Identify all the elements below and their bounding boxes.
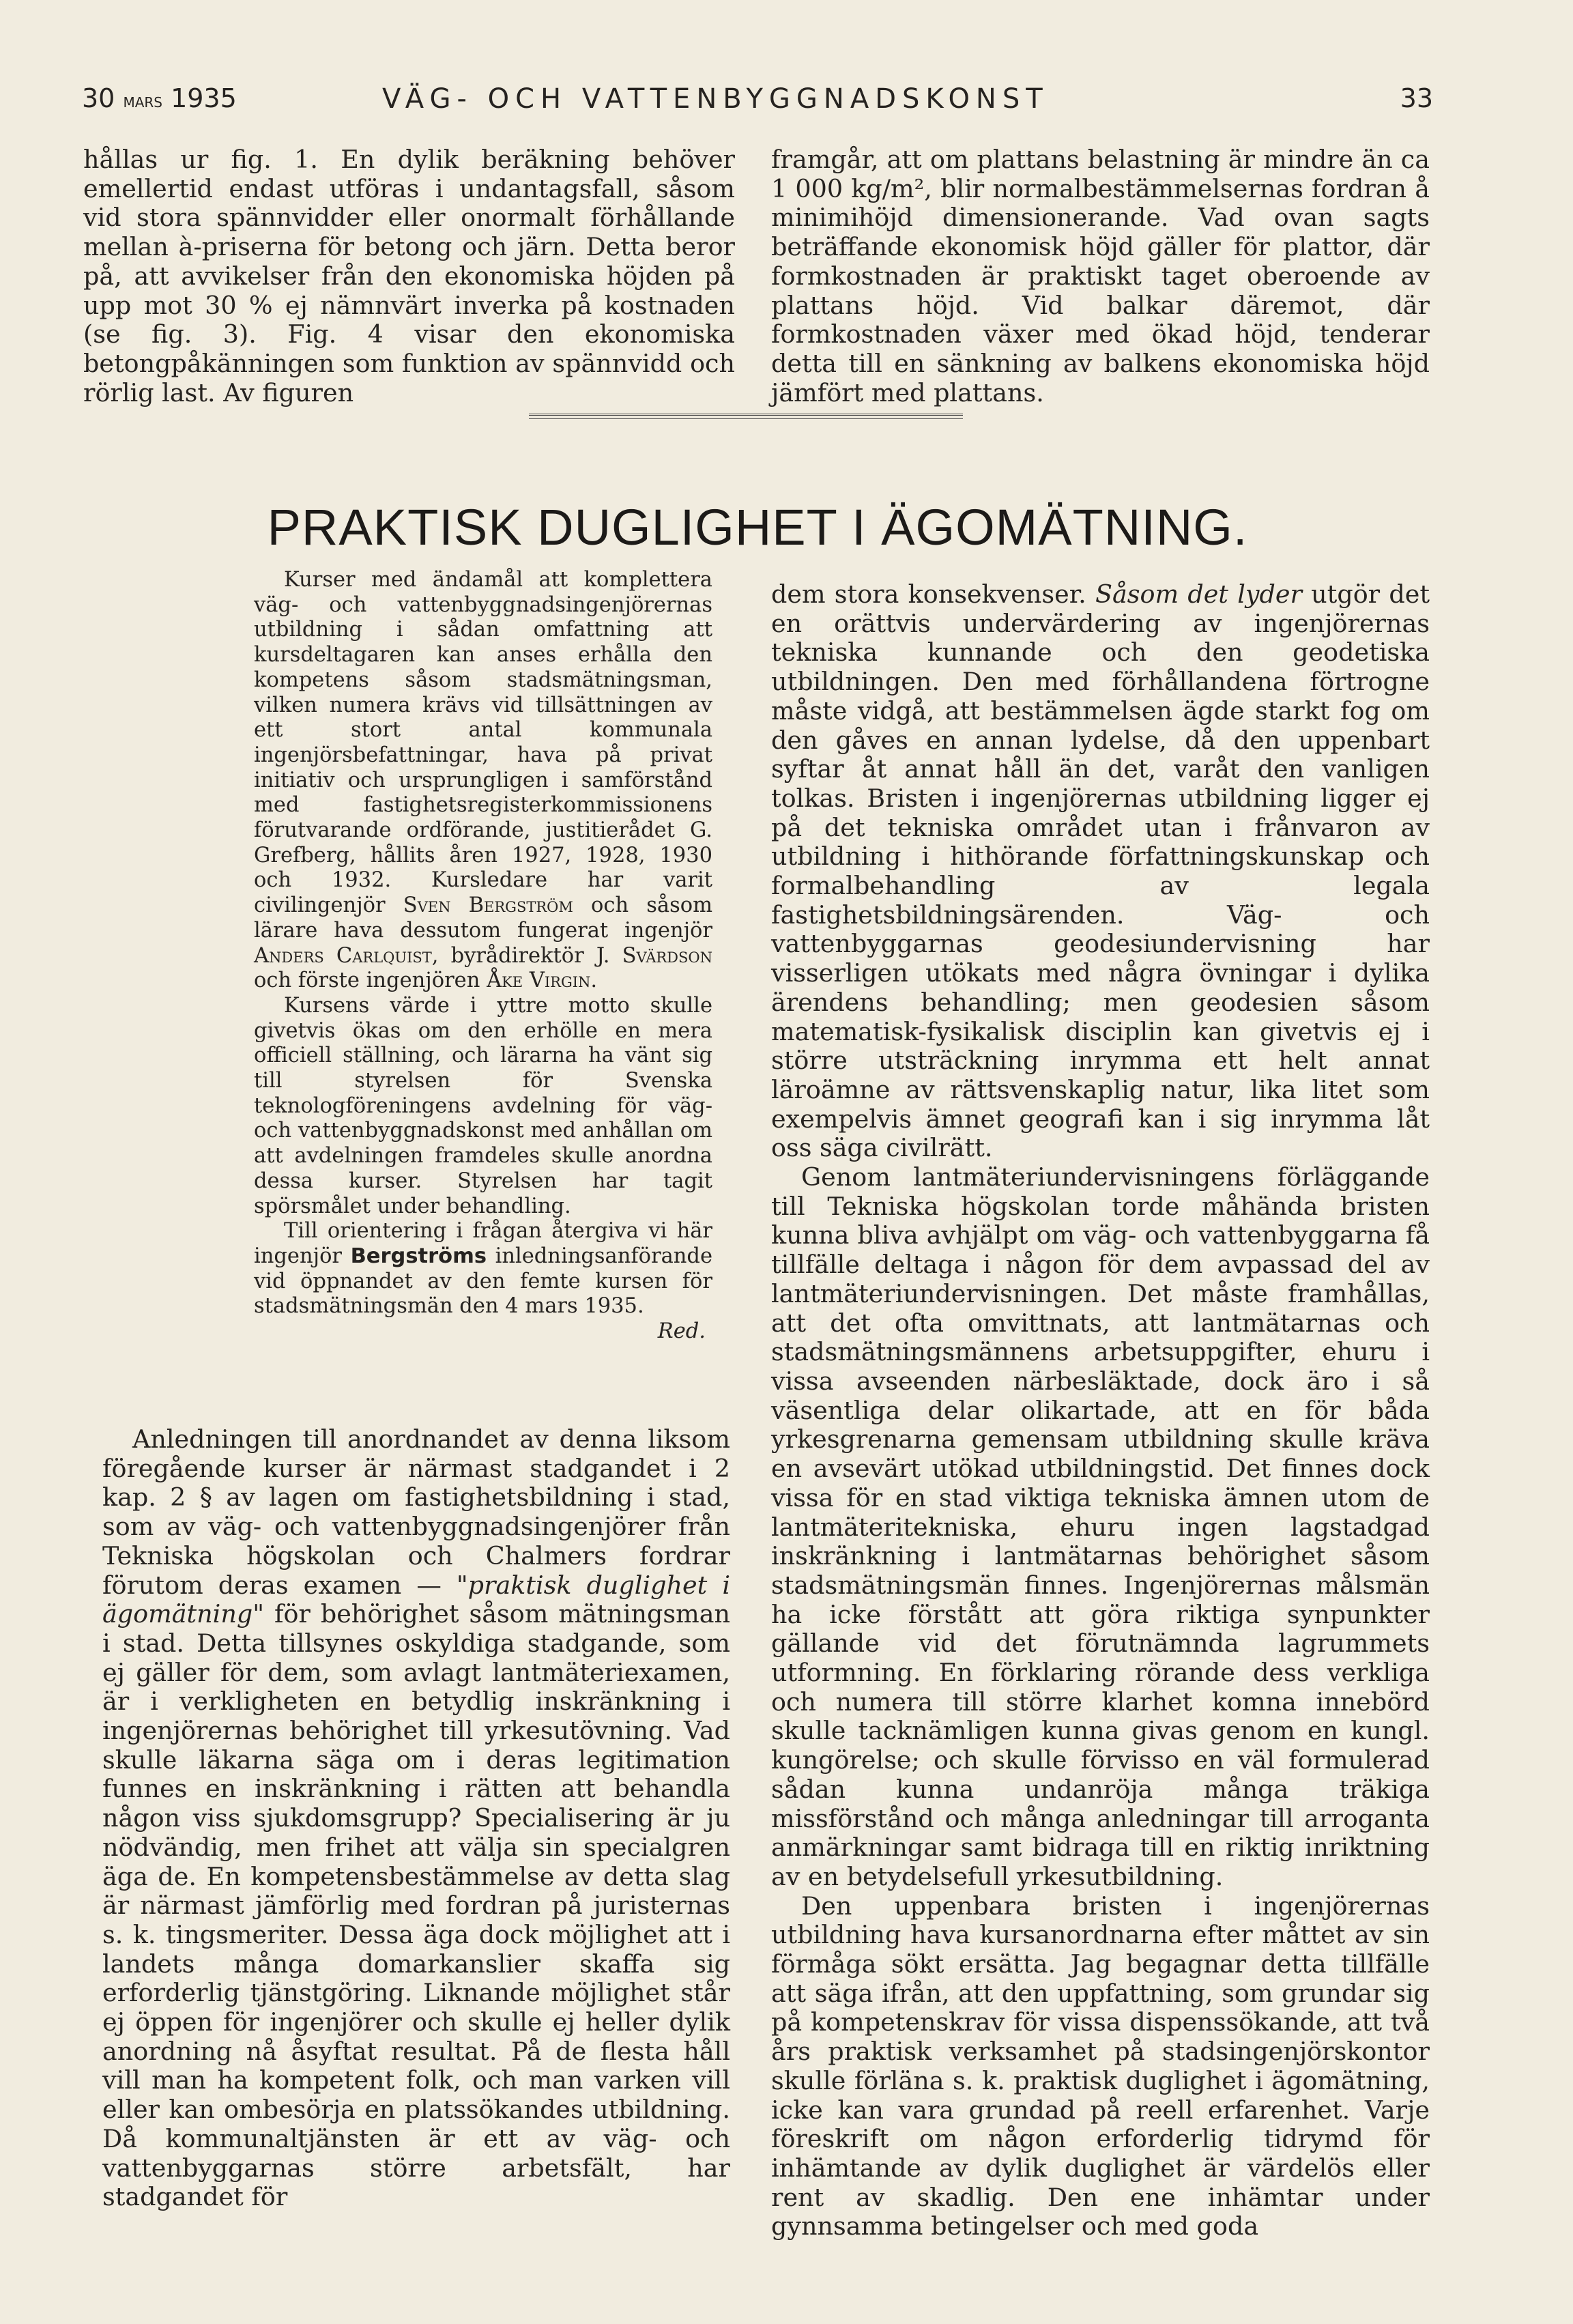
person-name: Sven Bergström [403, 893, 573, 918]
intro-paragraph: Kurser med ändamål att komplettera väg- och vattenbyggnadsingenjörernas utbildning i sådan omfattning att kursdeltagaren kan anses erhålla den kompetens såsom stadsmätningsman, vilken numera krävs vid tillsättningen av ett stort antal kommunala ingenjörsbefattningar, hava på privat initiativ och ursprungligen i samförstånd med fastighetsregisterkommissionens förutvarande ordförande, justitierådet G. Grefberg, hållits åren 1927, 1928, 1930 och 1932. Kursledare har varit civilingenjör Sven Bergström och såsom lärare hava dessutom fungerat ingenjör Anders Carlquist, byrådirektör J. Svärdson och förste ingenjören Åke Virgin. [254, 568, 713, 993]
intro-paragraph: Till orientering i frågan återgiva vi här ingenjör Bergströms inledningsanförande vid öppnandet av den femte kursen för stadsmätningsmän den 4 mars 1935. [254, 1219, 712, 1319]
paragraph: hållas ur fig. 1. En dylik beräkning behöver emellertid endast utföras i undantagsfall, såsom vid stora spännvidder eller onormalt förhållande mellan à-priserna för betong och järn. Detta beror på, att avvikelser från den ekonomiska höjden på upp mot 30 % ej nämnvärt inverka på kostnaden (se fig. 3). Fig. 4 visar den ekonomiska betongpåkänningen som funktion av spännvidd och rörlig last. Av figuren [83, 145, 735, 407]
paragraph: framgår, att om plattans belastning är mindre än ca 1 000 kg/m², blir normalbestämmelsernas fordran å minimihöjd dimensionerande. Vad ovan sagts beträffande ekonomisk höjd gäller för plattor, där formkostnaden är praktiskt taget oberoende av plattans höjd. Vid balkar däremot, där formkostnaden växer med ökad höjd, tenderar detta till en sänkning av balkens ekonomiska höjd jämfört med plattans. [771, 145, 1430, 407]
intro-paragraph: Kursens värde i yttre motto skulle givetvis ökas om den erhölle en mera officiell ställning, och lärarna ha vänt sig till styrelsen för Svenska teknologföreningens avdelning för väg- och vattenbyggnadskonst med anhållan om att avdelningen framdeles skulle anordna dessa kurser. Styrelsen har tagit spörsmålet under behandling. [254, 993, 712, 1218]
person-name: Åke Virgin [487, 969, 591, 993]
emphasis: Såsom det lyder [1095, 579, 1302, 609]
issue-date: 30 mars 1935 [82, 83, 237, 113]
paragraph: Anledningen till anordnandet av denna liksom föregående kurser är närmast stadgandet i 2 kap. 2 § av lagen om fastighetsbildning i stad, som av väg- och vattenbyggnadsingenjörer från Tekniska högskolan och Chalmers fordrar förutom deras examen — "praktisk duglighet i ägomätning" för behörighet såsom mätningsman i stad. Detta tillsynes oskyldiga stadgande, som ej gäller för dem, som avlagt lantmäteriexamen, är i verkligheten en betydlig inskränkning i ingenjörernas behörighet till yrkesutövning. Vad skulle läkarna säga om i deras legitimation funnes en inskränkning i rätten att behandla någon viss sjukdomsgrupp? Specialisering är ju nödvändig, men frihet att välja sin specialgren äga de. En kompetensbestämmelse av detta slag är närmast jämförlig med fordran på juristernas s. k. tingsmeriter. Dessa äga dock möjlighet att i landets många domarkanslier skaffa sig erforderlig tjänstgöring. Liknande möjlighet står ej öppen för ingenjörer och skulle ej heller dylik anordning nå åsyftat resultat. På de flesta håll vill man ha kompetent folk, och man varken vill eller kan ombesörja en platssökandes utbildning. Då kommunaltjänsten är ett av väg- och vattenbyggarnas större arbetsfält, har stadgandet för [102, 1424, 730, 2212]
article-title: PRAKTISK DUGLIGHET I ÄGOMÄTNING. [267, 499, 1248, 556]
previous-article-left-column [83, 145, 735, 407]
article-left-column [102, 1425, 730, 2212]
journal-title: VÄG- OCH VATTENBYGGNADSKONST [382, 83, 1049, 115]
editorial-intro [254, 568, 712, 1345]
previous-article-right-column [771, 145, 1430, 407]
editor-signature: Red. [657, 1319, 706, 1344]
paragraph: Den uppenbara bristen i ingenjörernas utbildning hava kursanordnarna efter måttet av sin förmåga sökt ersätta. Jag begagnar detta tillfälle att säga ifrån, att den uppfattning, som grundar sig på kompetenskrav för vissa dispenssökande, att två års praktisk verksamhet på stadsingenjörskontor skulle förläna s. k. praktisk duglighet i ägomätning, icke kan vara grundad på reell erfarenhet. Varje föreskrift om någon erforderlig tidrymd för inhämtande av dylik duglighet är värdelös eller rent av skadlig. Den ene inhämtar under gynnsamma betingelser och med goda [771, 1891, 1430, 2241]
quoted-phrase: "praktisk duglighet i ägomätning" [102, 1570, 730, 1629]
running-header [82, 83, 1433, 124]
person-name: Svärdson [622, 943, 712, 968]
paragraph: dem stora konsekvenser. Såsom det lyder utgör det en orättvis undervärdering av ingenjörernas tekniska kunnande och den geodetiska utbildningen. Den med förhållandena förtrogne måste vidgå, att bestämmelsen ägde starkt fog om den gåves en annan lydelse, då den uppenbart syftar åt annat håll än det, varåt den vanligen tolkas. Bristen i ingenjörernas utbildning ligger ej på det tekniska området utan i frånvaron av utbildning i hithörande författningskunskap och formalbehandling av legala fastighetsbildningsärenden. Väg- och vattenbyggarnas geodesiundervisning har visserligen utökats med några övningar i dylika ärendens behandling; men geodesien såsom matematisk-fysikalisk disciplin kan givetvis ej i större utsträckning inrymma ett helt annat läroämne av rättsvenskaplig natur, lika litet som exempelvis ämnet geografi kan i sig inrymma låt oss säga civilrätt. [771, 579, 1430, 1163]
paragraph: Genom lantmäteriundervisningens förläggande till Tekniska högskolan torde måhända bristen kunna bliva avhjälpt om väg- och vattenbyggarna få tillfälle deltaga i någon för dem avpassad del av lantmäteriundervisningen. Det måste framhållas, att det ofta omvittnats, att lantmätarnas och stadsmätningsmännens arbetsuppgifter, ehuru i vissa avseenden närbesläktade, dock äro i så väsentliga delar olikartade, att en för båda yrkesgrenarna gemensam utbildning skulle kräva en avsevärt utökad utbildningstid. Det finnes dock vissa för en stad viktiga tekniska ämnen utom de lantmäteritekniska, ehuru ingen lagstadgad inskränkning i lantmätarnas behörighet såsom stadsmätningsmän finnes. Ingenjörernas målsmän ha icke förstått att göra riktiga synpunkter gällande vid det förutnämnda lagrummets utformning. En förklaring rörande dess verkliga och numera till större klarhet komna innebörd skulle tacknämligen kunna givas genom en kungl. kungörelse; och skulle förvisso en väl formulerad sådan kunna undanröja många träkiga missförstånd och många anledningar till arroganta anmärkningar samt bidraga till en riktig inriktning av en betydelsefull yrkesutbildning. [771, 1162, 1430, 1891]
article-divider [529, 414, 963, 419]
person-name: Anders Carlquist [254, 943, 432, 968]
page-number: 33 [1400, 83, 1433, 113]
person-name: Bergströms [350, 1244, 487, 1268]
article-right-column [771, 580, 1430, 2241]
